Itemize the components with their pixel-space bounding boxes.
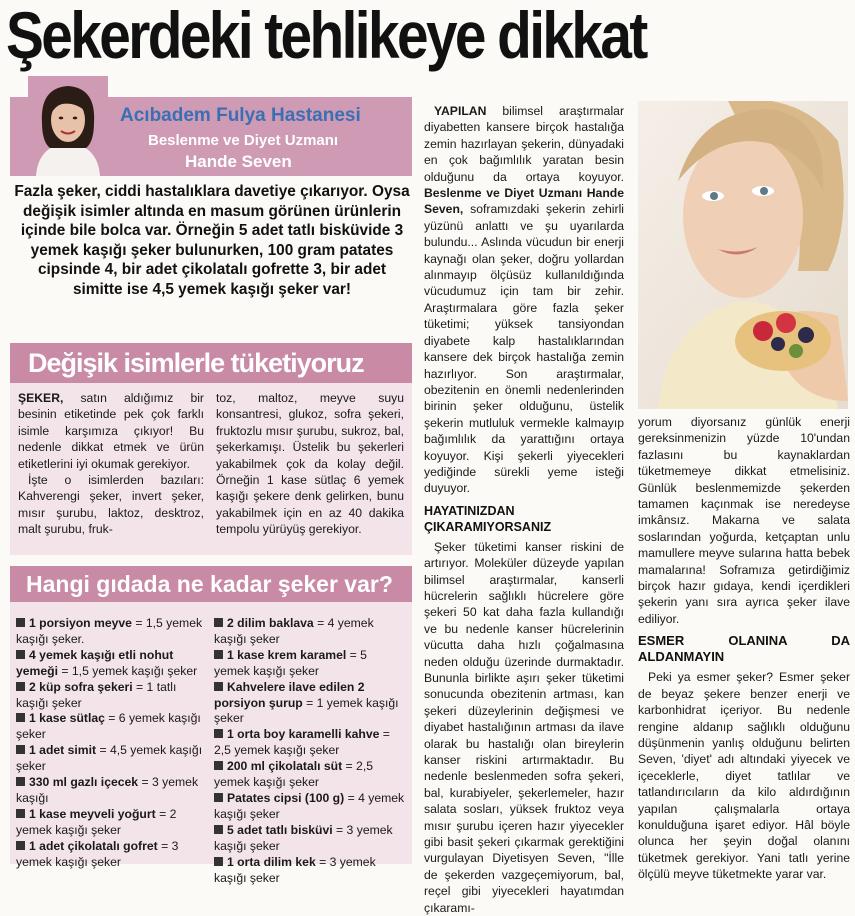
lead-paragraph: Fazla şeker, ciddi hastalıklara davetiye çıkarıyor. Oysa değişik isimler altında en masum görünen ürünlerin içinde bile bolca var. Örneğin 5 adet tatlı bisküvide 3 yemek kaşığı şeker bulunurken, 100 gram patates cipsinde 4, bir adet çikolatalı gofrette 3, bir adet simitte ise 4,5 yemek kaşığı şeker var! — [14, 183, 410, 298]
sugar-item-food: 1 kase krem karamel — [227, 647, 347, 662]
sugar-item-amount: = 6 yemek kaşığı şeker — [16, 711, 201, 742]
sugar-list-right — [214, 616, 406, 886]
section1-col2-text: toz, maltoz, meyve suyu konsantresi, glukoz, sofra şekeri, fruktozlu mısır şurubu, sukroz, bal, şekerkamışı. Üstelik bu şekerleri yakabilmek çok da kolay değil. Örneğin 1 kase sütlaç 6 yemek kaşığı şekere denk gelirken, bunu yakabilmek için en az 40 dakika tempolu yürüyüş gerekiyor. — [216, 391, 404, 537]
sugar-list-item — [16, 743, 208, 775]
sugar-item-amount: = 5 yemek kaşığı şeker — [214, 647, 367, 678]
square-bullet-icon — [214, 682, 223, 691]
sugar-list-item — [16, 711, 208, 743]
sugar-item-food: 4 yemek kaşığı etli nohut yemeği — [16, 647, 174, 678]
square-bullet-icon — [16, 745, 25, 754]
square-bullet-icon — [214, 857, 223, 866]
section2-title: Hangi gıdada ne kadar şeker var? — [10, 566, 412, 602]
sugar-item-amount: = 1 yemek kaşığı şeker — [214, 695, 399, 726]
sugar-item-amount: = 3 yemek kaşığı şeker — [16, 838, 179, 869]
sugar-item-amount: = 2,5 yemek kaşığı şeker — [214, 759, 374, 790]
section1-col1-text2: İşte o isimlerden bazıları: Kahverengi şeker, invert şeker, mısır şurubu, laktoz, desktroz, malt şurubu, fruk- — [18, 473, 204, 537]
sugar-item-food: 2 dilim baklava — [227, 616, 314, 630]
sugar-list-item — [214, 616, 406, 648]
sugar-item-food: 1 adet çikolatalı gofret — [29, 838, 158, 853]
subhead-esmer: ESMER OLANINA DA ALDANMAYIN — [638, 633, 850, 665]
right-p2: Peki ya esmer şeker? Esmer şeker de beyaz şekere benzer enerji ve karbonhidrat içeriyor. Bu nedenle rengine aldanıp sağlıklı olduğunu düşünmenin yanlış olduğunu belirten Seven, 'diyet' adı altındaki yiyecek ve içeceklerle, diyet tatlılar ve tatlandırıcıların da kilo aldırdığının yapılan çalışmalarla ortaya konulduğuna işaret ediyor. Hâl böyle olunca her şeyin doğal olanını tüketmek gerekiyor. Yani tatlı yerine ölçülü meyve tüketmekte yarar var. — [638, 670, 850, 882]
right-column — [638, 414, 850, 883]
sugar-item-food: 5 adet tatlı bisküvi — [227, 822, 333, 837]
sugar-item-food: 2 küp sofra şekeri — [29, 679, 133, 694]
square-bullet-icon — [214, 761, 223, 770]
square-bullet-icon — [214, 618, 223, 627]
sugar-item-food: 200 ml çikolatalı süt — [227, 759, 343, 774]
sugar-list-item — [16, 616, 208, 648]
sugar-item-amount: = 1 tatlı kaşığı şeker — [16, 679, 177, 710]
sugar-item-amount: = 4 yemek kaşığı şeker — [214, 790, 405, 821]
sugar-item-food: 1 kase meyveli yoğurt — [29, 806, 156, 821]
square-bullet-icon — [16, 841, 25, 850]
sugar-item-amount: = 2,5 yemek kaşığı şeker — [214, 727, 390, 758]
square-bullet-icon — [16, 713, 25, 722]
section1-col1-text: satın aldığımız bir besinin etiketinde pek çok farklı isimle karşımıza çıkıyor! Bu nedenle dikkat etmek ve ürün etiketlerini iyi okumak gerekiyor. — [18, 391, 204, 471]
section1-lead-word: ŞEKER, — [18, 391, 64, 405]
square-bullet-icon — [16, 809, 25, 818]
sugar-item-food: 1 kase sütlaç — [29, 711, 105, 726]
square-bullet-icon — [214, 650, 223, 659]
section1-column-left — [18, 390, 204, 538]
middle-p2: Şeker tüketimi kanser riskini de artırıyor. Moleküler düzeyde yapılan bilimsel araştırmalar, kanserli hücrelerin sağlıklı hücrelere göre şekeri 50 kat daha fazla kullandığı ve bu nedenle kanser hücrelerinin vücutta daha hızlı çoğalmasına neden olduğu üzerinde durmaktadır. Bununla birlikte aşırı şeker tüketimi sonucunda obezitenin artması, kan şekeri düzeylerinin değişmesi ve diyabet hastalığının artması da ilave olarak bu hastalığı olan bireylerin kanser riskini artırmaktadır. Bu nedenle beslenmeden sofra şekeri, bal, kurabiyeler, şekerlemeler, hazır salata sosları, yüksek fruktoz veya mısır şurubu içeren hazır yiyecekler gibi basit şekeri çıkarmak gerektiğini vurgulayan Diyetisyen Seven, "İlle de şekerden vazgeçemiyorum, bal, reçel gibi yiyecekleri hayatımdan çıkaramı- — [424, 539, 624, 915]
headline: Şekerdeki tehlikeye dikkat — [6, 0, 646, 72]
sugar-list-item — [214, 759, 406, 791]
sugar-list-item — [16, 839, 208, 871]
sugar-list-item — [214, 791, 406, 823]
sugar-item-amount: = 1,5 yemek kaşığı şeker — [58, 663, 198, 678]
square-bullet-icon — [16, 777, 25, 786]
sugar-item-amount: = 3 yemek kaşığı şeker — [214, 822, 393, 853]
sugar-list-item — [214, 648, 406, 680]
sugar-list-item — [16, 680, 208, 712]
sugar-list-item — [214, 680, 406, 728]
sugar-list-item — [214, 855, 406, 887]
sugar-list-item — [16, 775, 208, 807]
sugar-item-amount: = 2 yemek kaşığı şeker — [16, 806, 177, 837]
sugar-item-food: 1 orta boy karamelli kahve — [227, 727, 380, 742]
square-bullet-icon — [214, 825, 223, 834]
sugar-item-amount: = 4 yemek kaşığı şeker — [214, 616, 374, 646]
sugar-item-food: 1 orta dilim kek — [227, 854, 316, 869]
middle-p1-bold: Beslenme ve Diyet Uzmanı Hande Seven, — [424, 186, 624, 217]
square-bullet-icon — [16, 650, 25, 659]
sugar-list-item — [214, 727, 406, 759]
square-bullet-icon — [16, 682, 25, 691]
sugar-item-food: 1 porsiyon meyve — [29, 616, 132, 630]
middle-lead-word: YAPILAN — [434, 104, 487, 118]
byline-name: Hande Seven — [185, 152, 292, 171]
square-bullet-icon — [214, 729, 223, 738]
sugar-list-left — [16, 616, 208, 871]
byline-role: Beslenme ve Diyet Uzmanı — [148, 132, 339, 149]
square-bullet-icon — [214, 793, 223, 802]
woman-with-tart-photo — [638, 101, 848, 409]
section1-title: Değişik isimlerle tüketiyoruz — [10, 343, 412, 383]
sugar-item-food: 1 adet simit — [29, 743, 97, 758]
sugar-item-amount: = 1,5 yemek kaşığı şeker. — [16, 616, 203, 646]
sugar-list-item — [16, 807, 208, 839]
sugar-item-food: Patates cipsi (100 g) — [227, 790, 345, 805]
middle-column — [424, 103, 624, 916]
subhead-hayatinizdan: HAYATINIZDAN ÇIKARAMIYORSANIZ — [424, 503, 552, 534]
middle-p1a: bilimsel araştırmalar diyabetten kansere birçok hastalığa zemin hazırlayan şekerin, dünyadaki en çok bağımlılık yaratan besin olduğunu da ortaya koyuyor. — [424, 104, 624, 184]
sugar-list-item — [214, 823, 406, 855]
sugar-item-amount: = 4,5 yemek kaşığı şeker — [16, 743, 203, 774]
sugar-item-amount: = 3 yemek kaşığı — [16, 775, 199, 805]
square-bullet-icon — [16, 618, 25, 627]
section1-column-right — [216, 390, 404, 538]
right-p1: yorum diyorsanız günlük enerji gereksinmenizin yüzde 10'undan fazlasını bu kaynaklardan tüketmemeye dikkat etmelisiniz. Günlük beslenmemizde şekerden tamamen kaçınmak ise neredeyse imkânsız. Makarna ve salata soslarından yoğurda, ketçaptan unlu mamullere meyve sularına hatta bebek mamalarına! Soframıza getirdiğimiz birçok hazır gıdaya, kendi içerdikleri şekerin yanı sıra ayrıca şeker ilave ediliyor. — [638, 415, 850, 626]
sugar-item-food: Kahvelere ilave edilen 2 porsiyon şurup — [214, 679, 365, 710]
sugar-list-item — [16, 648, 208, 680]
author-portrait — [28, 76, 108, 176]
byline-hospital: Acıbadem Fulya Hastanesi — [120, 105, 361, 126]
sugar-item-food: 330 ml gazlı içecek — [29, 775, 139, 790]
sugar-item-amount: = 3 yemek kaşığı şeker — [214, 854, 376, 885]
middle-p1b: soframızdaki şekerin zehirli yüzünü anlattı ve şu uyarılarda bulundu... Aslında vücudun bir enerji kaynağı olan şeker, doğru yollardan alınmayıp ölçüsüz kullanıldığında vücudumuz için tam bir zehir. Araştırmalara göre fazla şeker tüketimi; yüksek tansiyondan diyabete kalp hastalıklarından kansere dek birçok hastalığa zemin hazırlıyor. Son araştırmalar, obezitenin en önemli nedenlerinden birinin şeker olduğunu, üstelik şekerin mutluluk vermekle kalmayıp bağımlılık da yarattığını ortaya koyuyor. Kişi şekerli yiyecekleri yediğinde sürekli yeme isteği duyuyor. — [424, 202, 624, 496]
